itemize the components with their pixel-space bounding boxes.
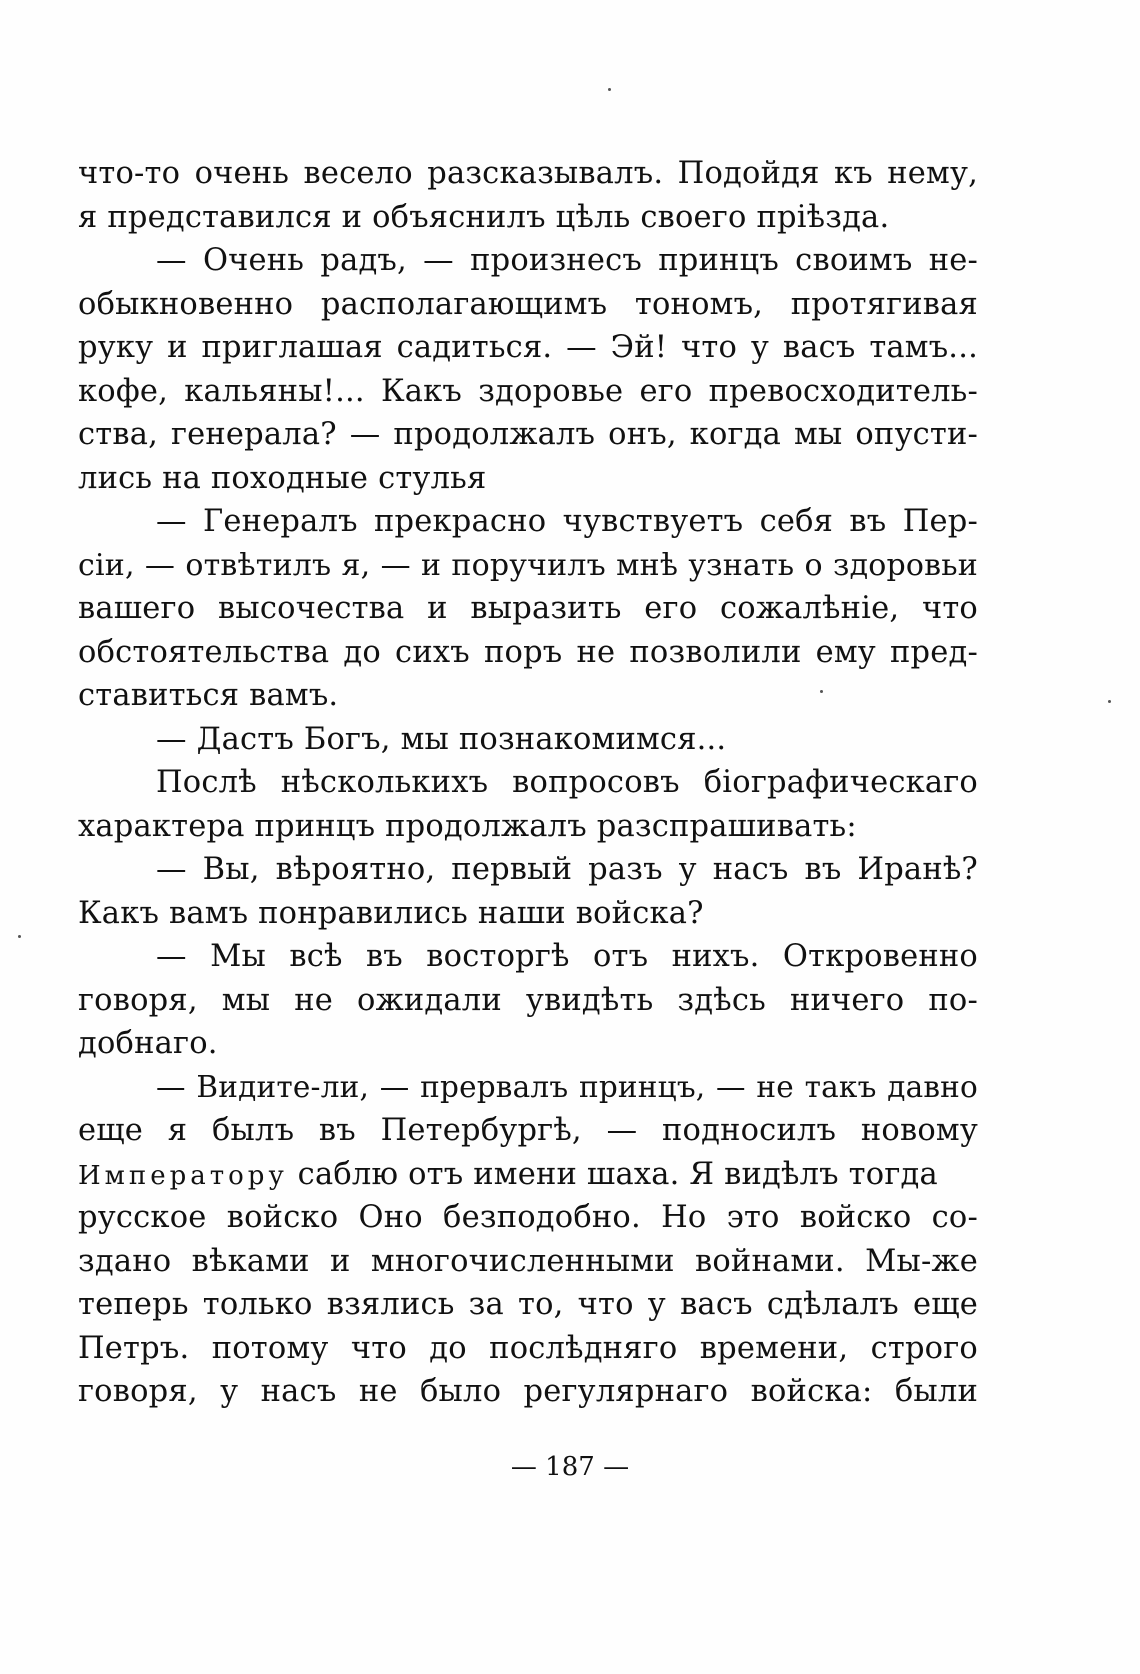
text-line: сіи, — отвѣтилъ я, — и поручилъ мнѣ узнать о здоровьи	[78, 547, 978, 583]
text-line: я представился и объяснилъ цѣль своего пріѣзда.	[78, 199, 890, 235]
text-line: Петръ. потому что до послѣдняго времени, строго	[78, 1330, 978, 1366]
text-line: ставиться вамъ.	[78, 678, 339, 713]
text-line: здано вѣками и многочисленными войнами. Мы-же	[78, 1243, 978, 1279]
text-line: еще я былъ въ Петербургѣ, — подносилъ новому	[78, 1113, 978, 1148]
text-line: — Мы всѣ въ восторгѣ отъ нихъ. Откровенно	[156, 939, 978, 974]
text-line: ства, генерала? — продолжалъ онъ, когда мы опусти-	[78, 417, 978, 452]
emperor-smallcaps: Императору	[78, 1160, 288, 1191]
text-line: — Дастъ Богъ, мы познакомимся...	[156, 721, 727, 757]
text-line: обстоятельства до сихъ поръ не позволили ему пред-	[78, 634, 978, 670]
text-line: кофе, кальяны!... Какъ здоровье его превосходитель-	[78, 373, 978, 409]
text-line: — Вы, вѣроятно, первый разъ у насъ въ Иранѣ?	[156, 852, 978, 887]
text-line: русское войско Оно безподобно. Но это войско со-	[78, 1200, 978, 1235]
paper-speck	[18, 935, 21, 938]
text-line: что-то очень весело разсказывалъ. Подойдя къ нему,	[78, 156, 978, 191]
paper-speck	[1108, 700, 1111, 703]
text-line: лись на походные стулья	[78, 460, 487, 496]
text-line: руку и приглашая садиться. — Эй! что у васъ тамъ...	[78, 330, 978, 365]
text-line: говоря, у насъ не было регулярнаго войска: были	[78, 1374, 978, 1409]
paper-speck	[608, 88, 611, 91]
text-line: — Видите-ли, — прервалъ принцъ, — не такъ давно	[156, 1069, 978, 1104]
text-line: — Очень радъ, — произнесъ принцъ своимъ не-	[156, 243, 978, 278]
text-line: теперь только взялись за то, что у васъ сдѣлалъ еще	[78, 1287, 978, 1322]
body-text	[78, 152, 978, 1414]
text-line: вашего высочества и выразить его сожалѣніе, что	[78, 591, 978, 626]
text-line: Послѣ нѣсколькихъ вопросовъ біографическаго	[156, 765, 978, 800]
text-line: — Генералъ прекрасно чувствуетъ себя въ Пер-	[156, 504, 978, 539]
text-line: характера принцъ продолжалъ разспрашивать:	[78, 808, 857, 844]
page-number: — 187 —	[510, 1452, 630, 1482]
text-line	[78, 1153, 978, 1197]
text-line-continuation: саблю отъ имени шаха. Я видѣлъ тогда	[297, 1156, 938, 1192]
text-line: Какъ вамъ понравились наши войска?	[78, 895, 704, 931]
text-line: добнаго.	[78, 1026, 218, 1061]
text-line: обыкновенно располагающимъ тономъ, протягивая	[78, 286, 978, 322]
text-line: говоря, мы не ожидали увидѣть здѣсь ничего по-	[78, 982, 978, 1018]
